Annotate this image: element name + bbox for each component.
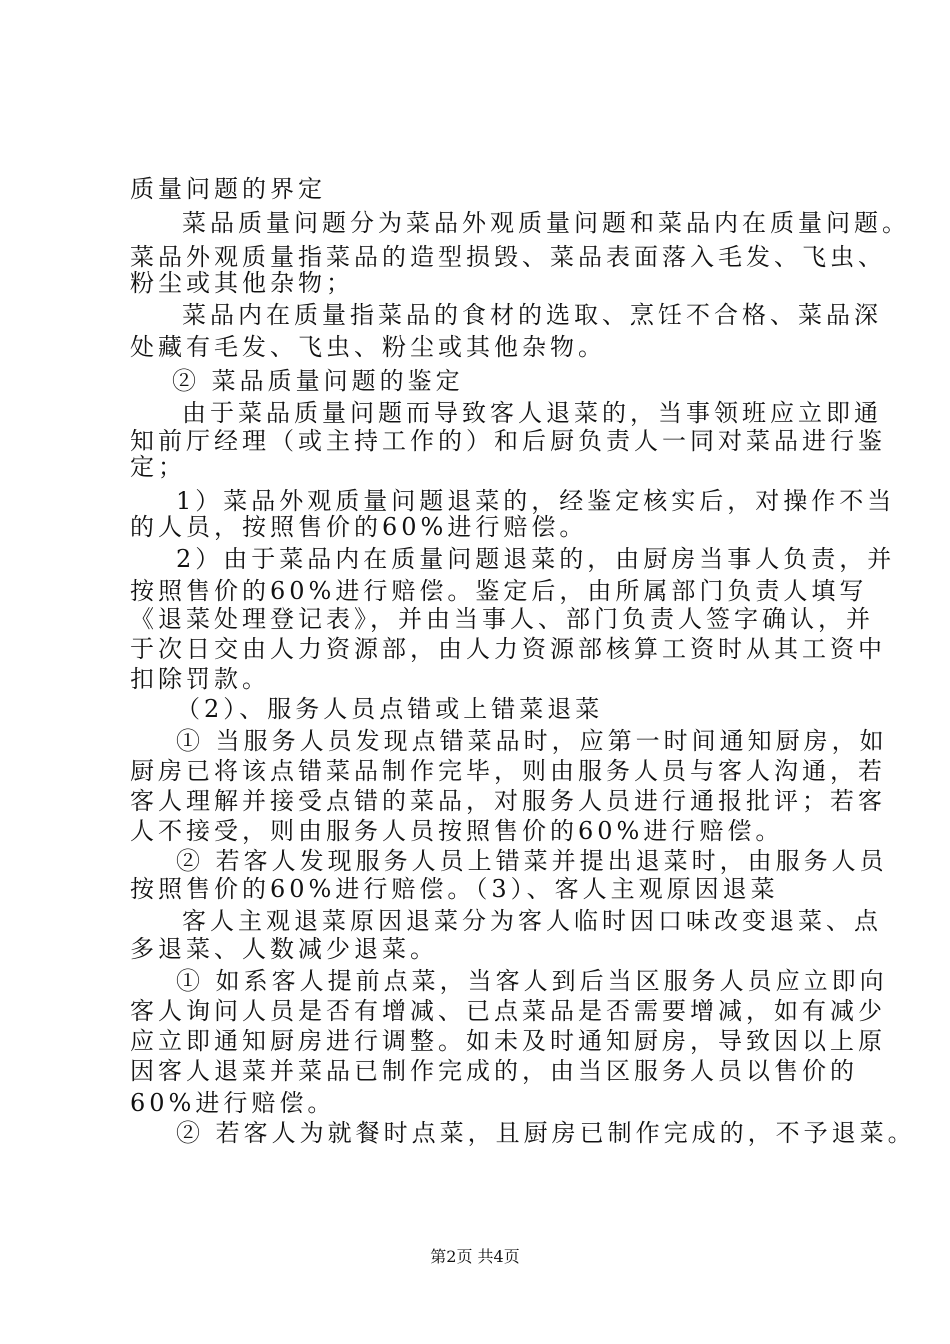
paragraph-line: 应立即通知厨房进行调整。如未及时通知厨房，导致因以上原 [130, 1027, 886, 1055]
paragraph-line: ① 当服务人员发现点错菜品时，应第一时间通知厨房，如 [176, 727, 888, 755]
paragraph-line: 定； [130, 453, 186, 481]
section-heading: 质量问题的界定 [130, 175, 326, 203]
paragraph-line: 处藏有毛发、飞虫、粉尘或其他杂物。 [130, 333, 606, 361]
paragraph-line: 按照售价的60%进行赔偿。（3）、客人主观原因退菜 [130, 875, 779, 903]
paragraph-line: 厨房已将该点错菜品制作完毕，则由服务人员与客人沟通，若 [130, 757, 886, 785]
paragraph-line: 因客人退菜并菜品已制作完成的，由当区服务人员以售价的 [130, 1057, 858, 1085]
paragraph-line: 知前厅经理（或主持工作的）和后厨负责人一同对菜品进行鉴 [130, 427, 886, 455]
paragraph-line: 60%进行赔偿。 [130, 1089, 336, 1117]
paragraph-line: 菜品内在质量指菜品的食材的选取、烹饪不合格、菜品深 [182, 301, 882, 329]
paragraph-line: 客人主观退菜原因退菜分为客人临时因口味改变退菜、点 [182, 907, 882, 935]
paragraph-line: 客人询问人员是否有增减、已点菜品是否需要增减，如有减少 [130, 997, 886, 1025]
paragraph-line: 2）由于菜品内在质量问题退菜的，由厨房当事人负责，并 [176, 545, 896, 573]
paragraph-line: 菜品外观质量指菜品的造型损毁、菜品表面落入毛发、飞虫、 [130, 243, 886, 271]
paragraph-line: ② 若客人发现服务人员上错菜并提出退菜时，由服务人员 [176, 847, 888, 875]
paragraph-line: 扣除罚款。 [130, 665, 270, 693]
paragraph-line: 《退菜处理登记表》，并由当事人、部门负责人签字确认，并 [130, 605, 874, 633]
paragraph-line: ① 如系客人提前点菜，当客人到后当区服务人员应立即向 [176, 967, 888, 995]
page-number-footer: 第2页 共4页 [430, 1247, 520, 1266]
paragraph-line: 多退菜、人数减少退菜。 [130, 935, 438, 963]
subsection-heading: ② 菜品质量问题的鉴定 [172, 367, 464, 395]
paragraph-line: 人不接受，则由服务人员按照售价的60%进行赔偿。 [130, 817, 784, 845]
paragraph-line: ② 若客人为就餐时点菜，且厨房已制作完成的，不予退菜。 [176, 1119, 916, 1147]
paragraph-line: 菜品质量问题分为菜品外观质量问题和菜品内在质量问题。 [182, 209, 910, 237]
paragraph-line: 于次日交由人力资源部，由人力资源部核算工资时从其工资中 [130, 635, 886, 663]
paragraph-line: 1）菜品外观质量问题退菜的，经鉴定核实后，对操作不当 [176, 487, 896, 515]
paragraph-line: 粉尘或其他杂物； [130, 269, 354, 297]
paragraph-line: 由于菜品质量问题而导致客人退菜的，当事领班应立即通 [182, 399, 882, 427]
paragraph-line: 客人理解并接受点错的菜品，对服务人员进行通报批评；若客 [130, 787, 886, 815]
subsection-heading: （2）、服务人员点错或上错菜退菜 [176, 695, 604, 723]
paragraph-line: 按照售价的60%进行赔偿。鉴定后，由所属部门负责人填写 [130, 577, 868, 605]
paragraph-line: 的人员，按照售价的60%进行赔偿。 [130, 513, 588, 541]
